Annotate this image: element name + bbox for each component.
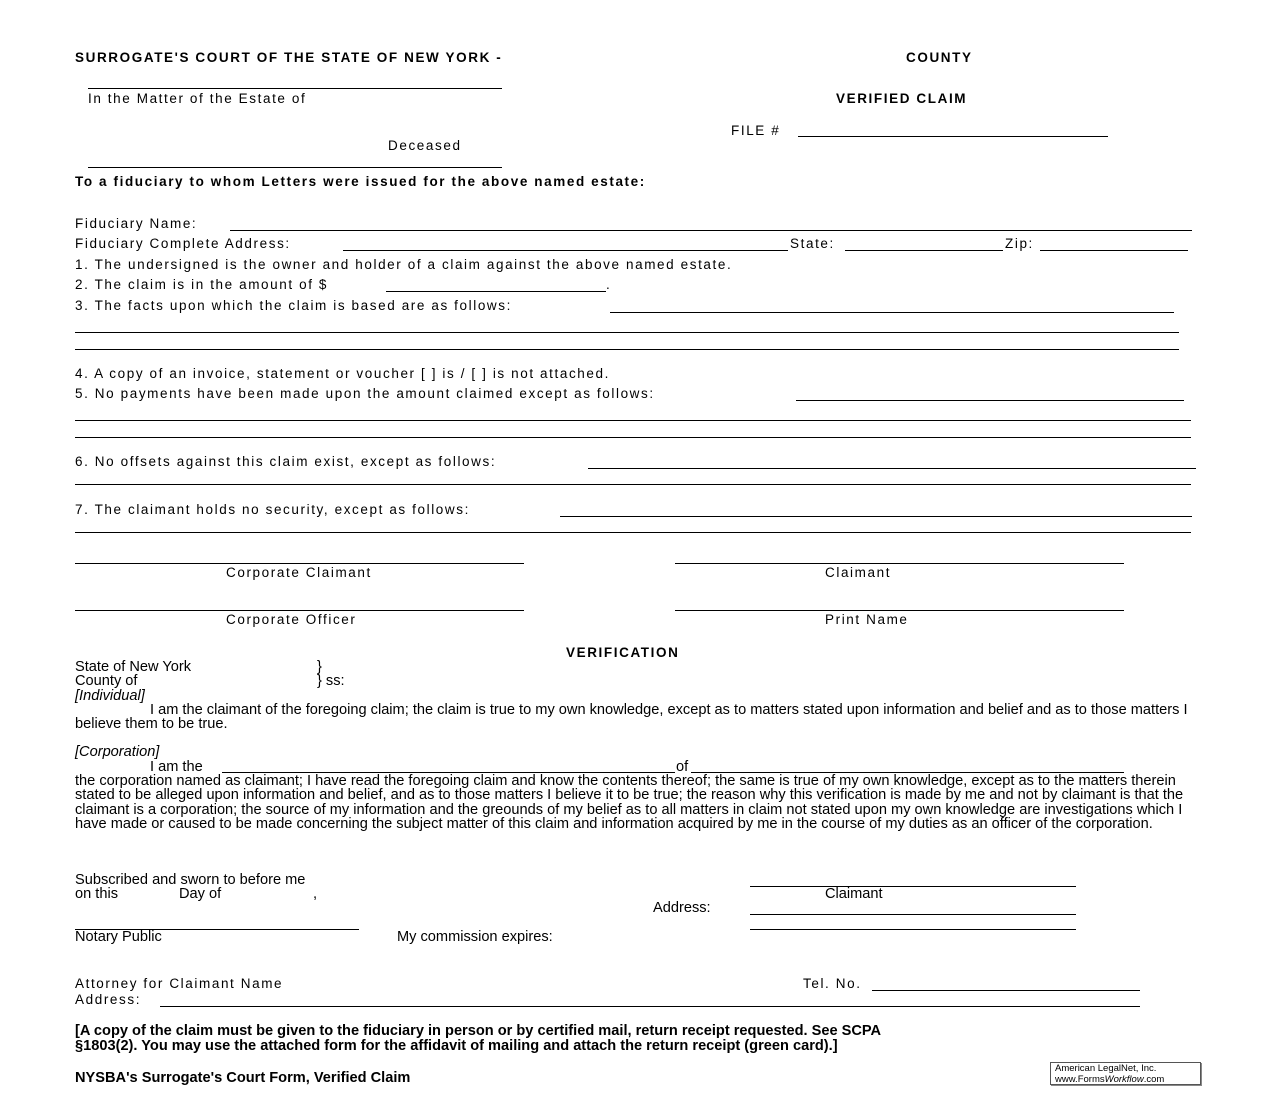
day-of-label: Day of bbox=[179, 886, 222, 902]
payments-line-2[interactable] bbox=[75, 420, 1191, 421]
corporation-label: [Corporation] bbox=[75, 744, 160, 760]
commission-label: My commission expires: bbox=[397, 929, 553, 945]
i-am-the-label: I am the bbox=[150, 759, 203, 775]
comma: , bbox=[313, 886, 318, 902]
notary-claimant-label: Claimant bbox=[825, 886, 883, 902]
address-line-2[interactable] bbox=[750, 929, 1076, 930]
attorney-name-label: Attorney for Claimant Name bbox=[75, 976, 284, 991]
corporate-claimant-line[interactable] bbox=[75, 563, 524, 564]
ss-label: } ss: bbox=[317, 673, 345, 689]
fiduciary-address-line[interactable] bbox=[343, 250, 788, 251]
court-title: SURROGATE'S COURT OF THE STATE OF NEW YORK - bbox=[75, 50, 503, 65]
item-4: 4. A copy of an invoice, statement or voucher [ ] is / [ ] is not attached. bbox=[75, 366, 610, 381]
of-label: of bbox=[676, 759, 689, 775]
claim-amount-line[interactable] bbox=[386, 291, 606, 292]
deceased-line[interactable] bbox=[88, 167, 502, 168]
facts-line-3[interactable] bbox=[75, 349, 1179, 350]
form-name: NYSBA's Surrogate's Court Form, Verified Claim bbox=[75, 1070, 411, 1086]
corporate-officer-label: Corporate Officer bbox=[226, 612, 357, 627]
address-line-1[interactable] bbox=[750, 914, 1076, 915]
address-label: Address: bbox=[653, 900, 711, 916]
offsets-line-1[interactable] bbox=[588, 468, 1196, 469]
verification-title: VERIFICATION bbox=[566, 645, 680, 660]
stamp-url-part: www.Forms bbox=[1055, 1074, 1105, 1085]
estate-name-line[interactable] bbox=[88, 88, 502, 89]
note-line-1: [A copy of the claim must be given to the fiduciary in person or by certified mail, return receipt requested. See SCPA bbox=[75, 1023, 882, 1039]
attorney-address-label: Address: bbox=[75, 992, 142, 1007]
stamp-company: American LegalNet, Inc. bbox=[1055, 1063, 1157, 1074]
fiduciary-name-line[interactable] bbox=[230, 230, 1192, 231]
payments-line-1[interactable] bbox=[796, 400, 1184, 401]
security-line-1[interactable] bbox=[560, 516, 1192, 517]
claimant-signature-line[interactable] bbox=[750, 886, 1076, 887]
stamp-url-part: .com bbox=[1143, 1074, 1165, 1085]
corporate-claimant-label: Corporate Claimant bbox=[226, 565, 372, 580]
file-number-line[interactable] bbox=[798, 136, 1108, 137]
claimant-line[interactable] bbox=[675, 563, 1124, 564]
stamp-url bbox=[1055, 1074, 1200, 1085]
individual-text: I am the claimant of the foregoing claim; the claim is true to my own knowledge, except as to matters stated upon information and belief and as to those matters I believe them to be true. bbox=[75, 702, 1188, 733]
form-title: VERIFIED CLAIM bbox=[836, 91, 968, 106]
county-label: COUNTY bbox=[906, 50, 973, 65]
payments-line-3[interactable] bbox=[75, 437, 1191, 438]
item-3-label: 3. The facts upon which the claim is based are as follows: bbox=[75, 298, 512, 313]
deceased-label: Deceased bbox=[388, 138, 462, 153]
individual-label: [Individual] bbox=[75, 688, 145, 704]
security-line-2[interactable] bbox=[75, 532, 1191, 533]
subscribed-label: Subscribed and sworn to before me bbox=[75, 872, 306, 888]
note-line-2: §1803(2). You may use the attached form for the affidavit of mailing and attach the return receipt (green card).] bbox=[75, 1038, 838, 1054]
item-6-label: 6. No offsets against this claim exist, except as follows: bbox=[75, 454, 497, 469]
tel-line[interactable] bbox=[872, 990, 1140, 991]
item-5-label: 5. No payments have been made upon the amount claimed except as follows: bbox=[75, 386, 655, 401]
attorney-address-line[interactable] bbox=[160, 1006, 1140, 1007]
file-number-label: FILE # bbox=[731, 123, 781, 138]
county-of-label: County of bbox=[75, 673, 138, 689]
facts-line-1[interactable] bbox=[610, 312, 1174, 313]
intro-text: To a fiduciary to whom Letters were issued for the above named estate: bbox=[75, 174, 646, 189]
corporate-officer-line[interactable] bbox=[75, 610, 524, 611]
publisher-stamp bbox=[1050, 1062, 1201, 1085]
offsets-line-2[interactable] bbox=[75, 484, 1191, 485]
state-of-label: State of New York bbox=[75, 659, 192, 675]
brace-1: } bbox=[317, 659, 322, 675]
state-label: State: bbox=[790, 236, 835, 251]
print-name-label: Print Name bbox=[825, 612, 909, 627]
stamp-url-part: Workflow bbox=[1104, 1074, 1144, 1085]
item-7-label: 7. The claimant holds no security, except as follows: bbox=[75, 502, 470, 517]
fiduciary-address-label: Fiduciary Complete Address: bbox=[75, 236, 291, 251]
claimant-label: Claimant bbox=[825, 565, 892, 580]
zip-line[interactable] bbox=[1040, 250, 1188, 251]
notary-public-label: Notary Public bbox=[75, 929, 162, 945]
zip-label: Zip: bbox=[1005, 236, 1034, 251]
on-this-label: on this bbox=[75, 886, 118, 902]
corporation-text: the corporation named as claimant; I have read the foregoing claim and know the contents thereof; the same is true of my own knowledge, except as to the matters therein stated to be alleged upon information and belief, and as to those matters I believe it to be true; the reason why this verification is made by me and not by claimant is that the claimant is a corporation; the source of my information and the greounds of my belief as to all matters in claim not stated upon my own knowledge are investigations which I have made or caused to be made concerning the subject matter of this claim and information acquired by me in the course of my duties as an officer of the corporation. bbox=[75, 773, 1184, 833]
facts-line-2[interactable] bbox=[75, 332, 1179, 333]
item-2-period: . bbox=[606, 277, 612, 292]
tel-label: Tel. No. bbox=[803, 976, 862, 991]
item-1: 1. The undersigned is the owner and holder of a claim against the above named estate. bbox=[75, 257, 733, 272]
state-line[interactable] bbox=[845, 250, 1003, 251]
fiduciary-name-label: Fiduciary Name: bbox=[75, 216, 198, 231]
matter-label: In the Matter of the Estate of bbox=[88, 91, 307, 106]
item-2-label: 2. The claim is in the amount of $ bbox=[75, 277, 329, 292]
print-name-line[interactable] bbox=[675, 610, 1124, 611]
